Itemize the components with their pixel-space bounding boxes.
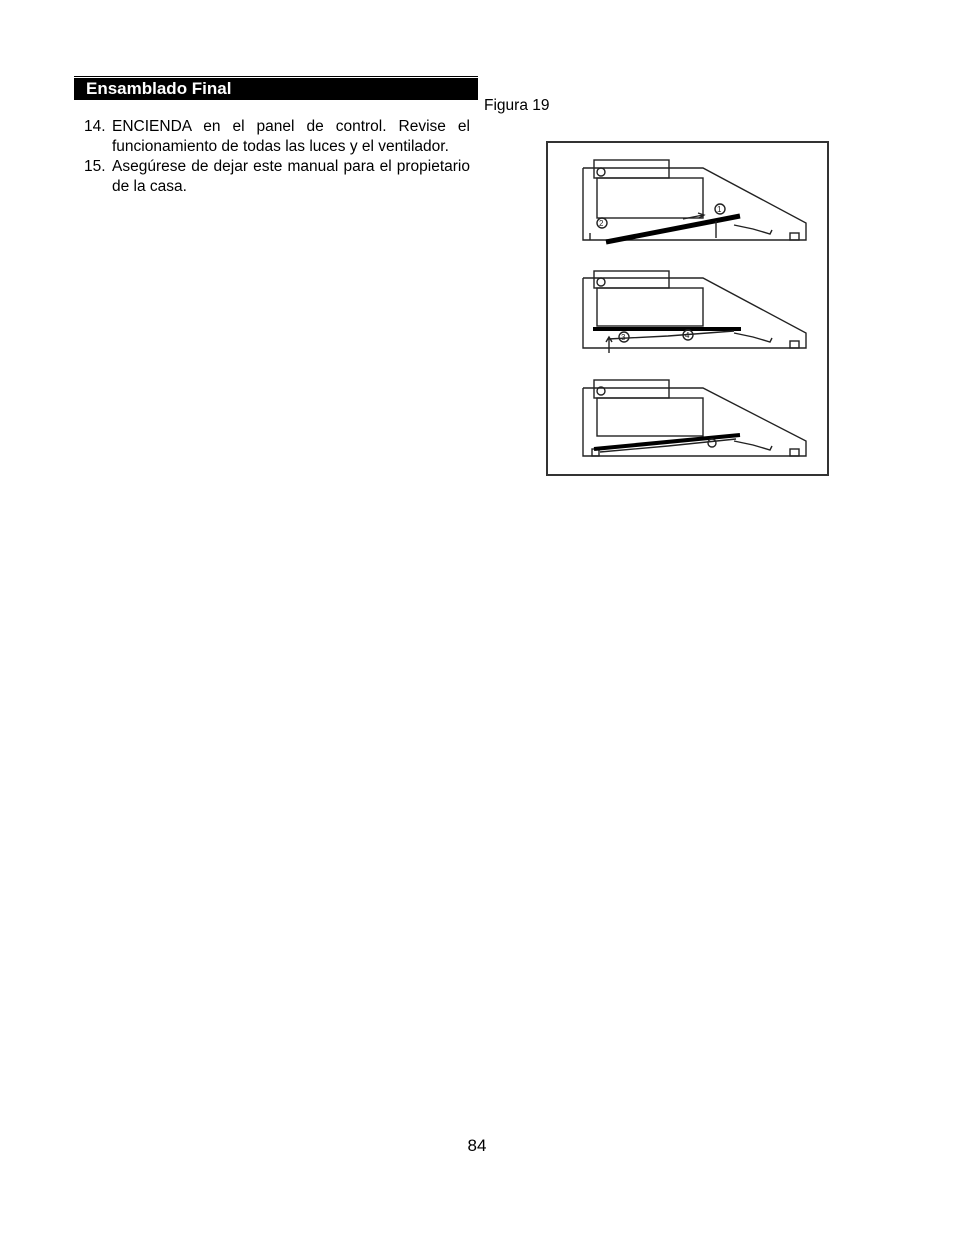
- step-item: [84, 117, 470, 157]
- step-number: 14.: [84, 118, 106, 135]
- step-text: ENCIENDA en el panel de control. Revise el funcionamiento de todas las luces y el ventilador.: [112, 118, 470, 155]
- section-title: Ensamblado Final: [74, 78, 478, 100]
- step-text: Asegúrese de dejar este manual para el propietario de la casa.: [112, 158, 470, 195]
- callout-label: 1: [717, 205, 722, 214]
- page-number: 84: [467, 1136, 487, 1155]
- hood-panel-1: [583, 160, 806, 242]
- figure-19: [546, 141, 829, 476]
- hood-panel-3: [583, 380, 806, 456]
- section-rule: [74, 76, 478, 77]
- steps-list: [84, 117, 470, 197]
- callout-label: 3: [621, 333, 626, 342]
- step-number: 15.: [84, 158, 106, 175]
- hood-panel-2: [583, 271, 806, 353]
- range-hood-filter-diagram: [548, 143, 831, 478]
- callout-label: 4: [685, 331, 690, 340]
- callout-label: 2: [599, 219, 604, 228]
- step-item: [84, 157, 470, 197]
- figure-caption: Figura 19: [484, 97, 550, 114]
